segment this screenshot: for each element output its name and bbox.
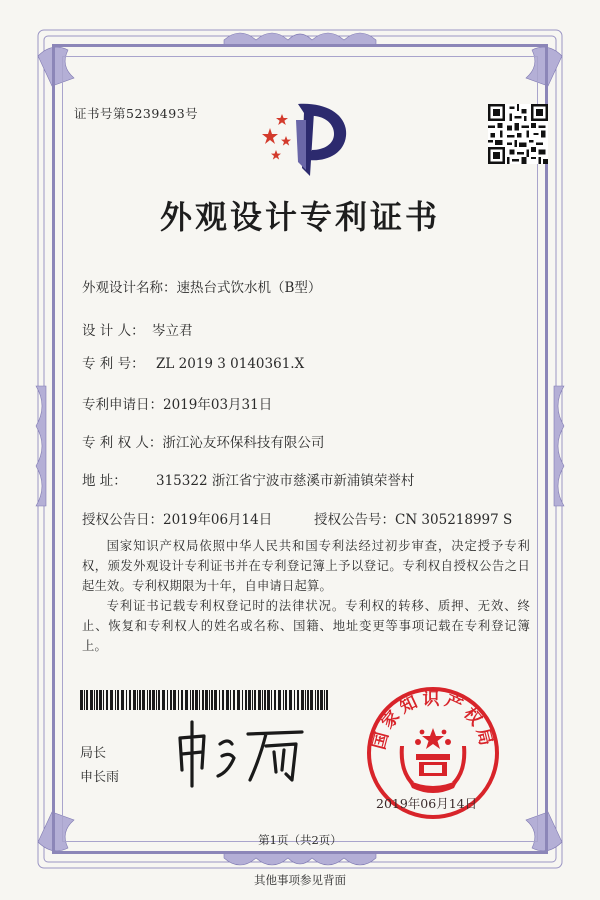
barcode-icon [80, 690, 330, 710]
patent-number-value: ZL 2019 3 0140361.X [156, 356, 305, 372]
address-label: 地 址： [82, 473, 127, 489]
patent-number-field [82, 352, 304, 372]
signer-title: 局长 [80, 746, 107, 761]
page-number: 第1页（共2页） [258, 833, 342, 847]
application-date-label: 专利申请日： [82, 397, 163, 413]
seal-text: 国家知识产权局 [369, 689, 497, 752]
legal-status-paragraph: 专利证书记载专利权登记时的法律状况。专利权的转移、质押、无效、终止、恢复和专利权人的姓名或名称、国籍、地址变更等事项记载在专利登记簿上。 [82, 599, 530, 653]
grant-number-label: 授权公告号： [314, 512, 395, 528]
design-name-label: 外观设计名称： [82, 280, 177, 296]
patent-owner-label: 专 利 权 人： [82, 435, 163, 451]
signature-icon [170, 714, 310, 790]
grant-number-field [314, 508, 512, 528]
grant-date-value: 2019年06月14日 [163, 512, 273, 528]
sipo-logo-icon [256, 98, 356, 176]
signer-name: 申长雨 [80, 770, 120, 785]
certificate-title: 外观设计专利证书 [159, 198, 440, 236]
application-date-value: 2019年03月31日 [163, 397, 273, 413]
designer-field [82, 319, 193, 339]
seal-date: 2019年06月14日 [376, 796, 478, 811]
patent-owner-value: 浙江沁友环保科技有限公司 [162, 435, 325, 451]
patent-owner-field [82, 431, 324, 451]
qr-code-icon [488, 104, 548, 164]
grant-date-label: 授权公告日： [82, 512, 163, 528]
address-field [82, 469, 414, 489]
statement-paragraph: 国家知识产权局依照中华人民共和国专利法经过初步审查，决定授予专利权，颁发外观设计专利证书并在专利登记簿上予以登记。专利权自授权公告之日起生效。专利权期限为十年，自申请日起算。 [82, 539, 530, 593]
footer-note: 其他事项参见背面 [254, 873, 346, 887]
design-name-field [82, 276, 321, 296]
grant-number-value: CN 305218997 S [395, 512, 513, 528]
design-name-value: 速热台式饮水机（B型） [176, 280, 322, 296]
application-date-field [82, 393, 272, 413]
certificate-number: 证书号第5239493号 [74, 106, 199, 121]
grant-date-field [82, 508, 272, 528]
designer-label: 设 计 人： [82, 323, 145, 339]
patent-number-label: 专 利 号： [82, 356, 145, 372]
designer-value: 岑立君 [152, 323, 193, 339]
address-value: 315322 浙江省宁波市慈溪市新浦镇荣誉村 [156, 473, 415, 489]
